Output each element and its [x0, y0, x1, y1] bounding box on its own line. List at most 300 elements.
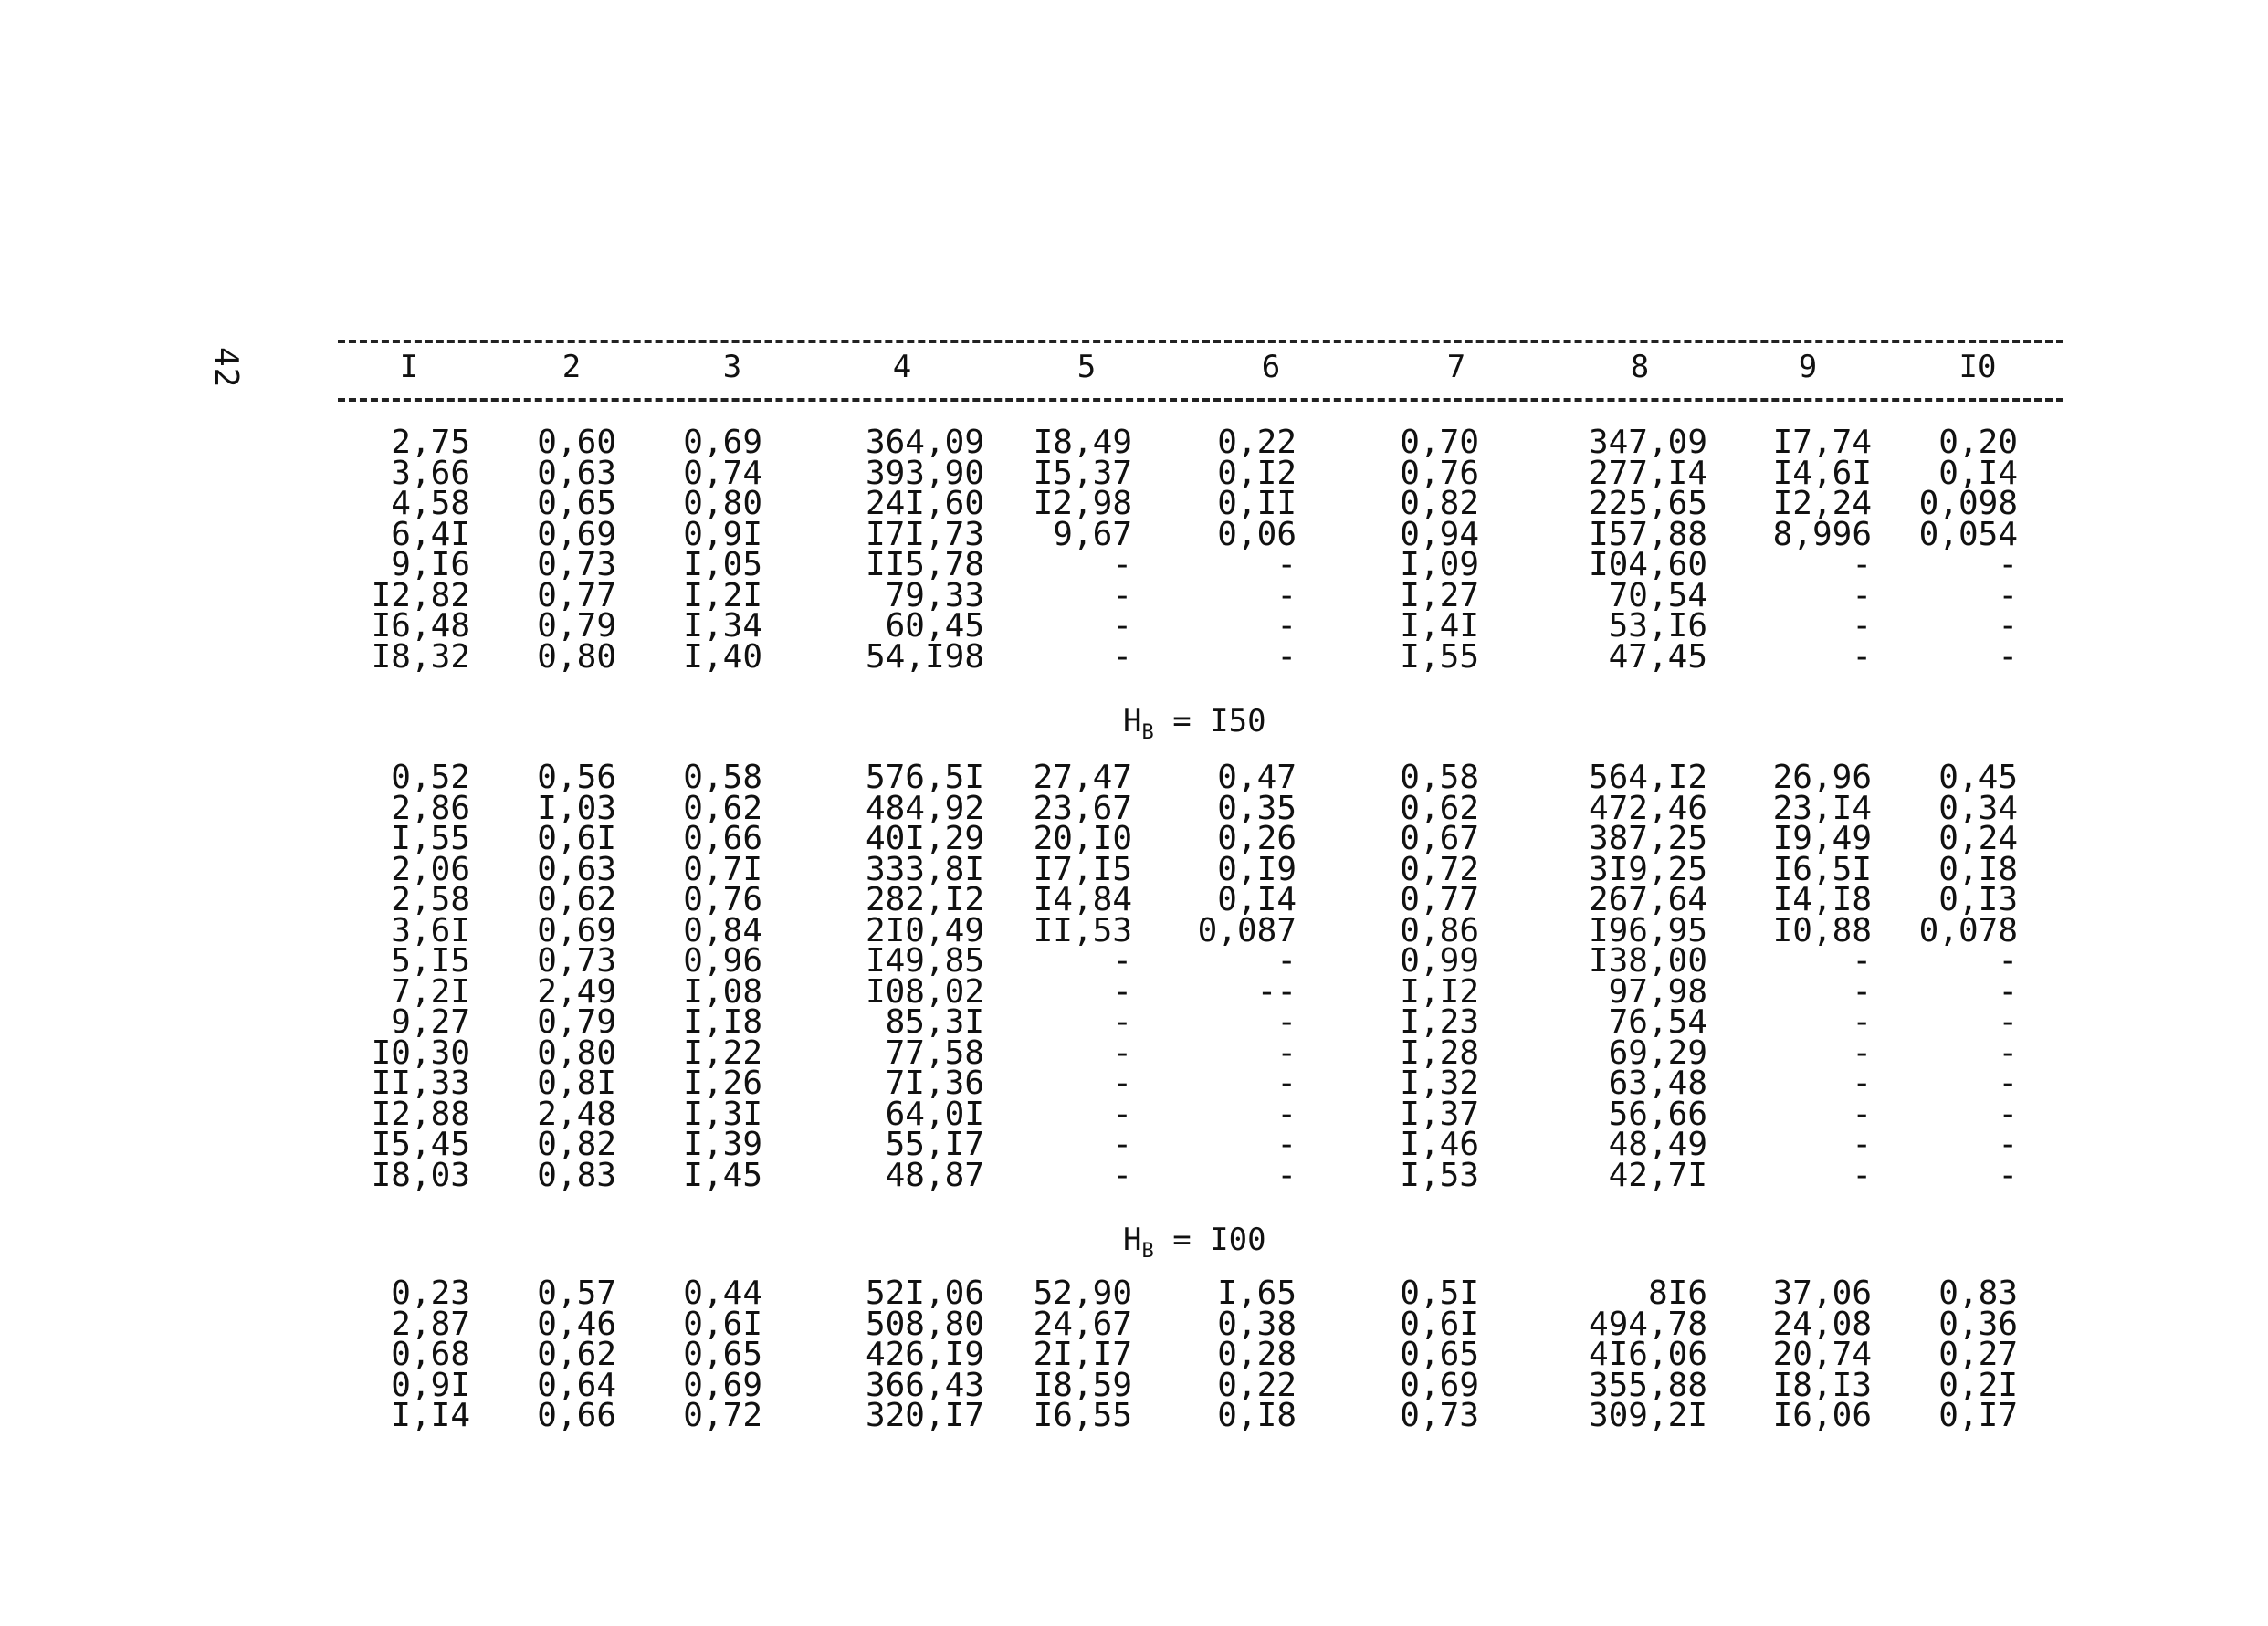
table-cell: 0,26 — [1217, 820, 1297, 857]
table-cell: - — [1112, 607, 1132, 645]
table-cell: 0,2I — [1938, 1366, 2018, 1404]
table-cell: I,I4 — [391, 1397, 470, 1434]
table-cell: I5,37 — [1033, 454, 1132, 492]
table-cell: 364,09 — [865, 424, 984, 461]
data-column — [537, 759, 616, 1194]
table-cell: 0,69 — [537, 911, 616, 949]
table-cell: - — [1998, 1095, 2018, 1133]
data-column — [1938, 1275, 2018, 1434]
table-cell: 2,87 — [391, 1305, 470, 1343]
table-cell: I,3I — [683, 1095, 762, 1133]
table-cell: 0,76 — [1400, 454, 1479, 492]
table-cell: 0,I4 — [1938, 454, 2018, 492]
table-cell: I57,88 — [1588, 515, 1707, 553]
table-cell: 40I,29 — [865, 820, 984, 857]
table-cell: 2,48 — [537, 1095, 616, 1133]
table-cell: 320,I7 — [865, 1397, 984, 1434]
table-cell: - — [1852, 1003, 1872, 1041]
table-cell: 0,80 — [683, 485, 762, 522]
page-number: 42 — [207, 347, 245, 389]
table-cell: 23,I4 — [1772, 789, 1872, 827]
table-cell: I8,03 — [371, 1156, 470, 1194]
table-cell: - — [1852, 546, 1872, 583]
data-column — [1197, 759, 1297, 1194]
table-cell: 282,I2 — [865, 881, 984, 918]
table-cell: I7,I5 — [1033, 850, 1132, 888]
table-cell: 0,52 — [391, 759, 470, 796]
table-cell: - — [1998, 1126, 2018, 1163]
table-cell: 0,24 — [1938, 820, 2018, 857]
table-cell: 69,29 — [1608, 1033, 1707, 1072]
table-cell: - — [1112, 1156, 1132, 1194]
table-cell: I,40 — [683, 637, 762, 676]
column-header: 4 — [892, 349, 912, 385]
data-column — [1033, 759, 1132, 1194]
table-cell: I,09 — [1400, 546, 1479, 583]
table-cell: 0,72 — [1400, 850, 1479, 888]
table-cell: I,55 — [1400, 637, 1479, 676]
table-cell: I6,5I — [1772, 850, 1872, 888]
table-cell: 54,I98 — [865, 637, 984, 676]
table-cell: I,32 — [1400, 1065, 1479, 1102]
table-cell: - — [1852, 1156, 1872, 1194]
table-cell: 576,5I — [865, 759, 984, 796]
table-cell: 0,56 — [537, 759, 616, 796]
table-cell: 393,90 — [865, 454, 984, 492]
table-cell: 0,60 — [537, 424, 616, 461]
data-column — [371, 759, 470, 1194]
table-cell: I6,55 — [1033, 1397, 1132, 1434]
table-cell: 0,I9 — [1217, 850, 1297, 888]
table-cell: I,23 — [1400, 1003, 1479, 1041]
table-cell: 0,7I — [683, 850, 762, 888]
table-cell: - — [1852, 1095, 1872, 1133]
table-cell: I96,95 — [1588, 911, 1707, 949]
table-cell: 426,I9 — [865, 1336, 984, 1373]
table-cell: 0,23 — [391, 1275, 470, 1312]
table-cell: 9,I6 — [391, 546, 470, 583]
table-cell: 0,65 — [683, 1336, 762, 1373]
table-cell: 0,36 — [1938, 1305, 2018, 1343]
table-cell: 3,66 — [391, 454, 470, 492]
table-cell: - — [1276, 576, 1297, 614]
table-cell: I8,32 — [371, 637, 470, 676]
column-header: 6 — [1261, 349, 1281, 385]
table-cell: 309,2I — [1588, 1397, 1707, 1434]
table-cell: I,4I — [1400, 607, 1479, 645]
table-cell: 64,0I — [885, 1095, 984, 1133]
table-cell: 79,33 — [885, 576, 984, 614]
table-cell: 9,67 — [1053, 515, 1132, 553]
table-cell: I7,74 — [1772, 424, 1872, 461]
table-cell: 0,35 — [1217, 789, 1297, 827]
table-cell: I0,30 — [371, 1033, 470, 1072]
data-column — [1772, 1275, 1872, 1434]
table-cell: 0,82 — [537, 1126, 616, 1163]
table-cell: 0,46 — [537, 1305, 616, 1343]
table-cell: I6,06 — [1772, 1397, 1872, 1434]
table-cell: - — [1276, 942, 1297, 980]
table-cell: - — [1998, 942, 2018, 980]
data-column — [1400, 424, 1479, 676]
table-cell: I8,59 — [1033, 1366, 1132, 1404]
table-cell: - — [1998, 637, 2018, 676]
table-cell: I8,49 — [1033, 424, 1132, 461]
table-cell: 0,73 — [1400, 1397, 1479, 1434]
table-cell: 52I,06 — [865, 1275, 984, 1312]
table-cell: I2,98 — [1033, 485, 1132, 522]
table-cell: 0,79 — [537, 607, 616, 645]
column-header: 8 — [1630, 349, 1650, 385]
table-cell: 24,67 — [1033, 1305, 1132, 1343]
table-cell: 8I6 — [1647, 1275, 1707, 1312]
table-cell: 0,82 — [1400, 485, 1479, 522]
table-cell: - — [1112, 1065, 1132, 1102]
table-cell: I,03 — [537, 789, 616, 827]
table-cell: 2,06 — [391, 850, 470, 888]
table-cell: 387,25 — [1588, 820, 1707, 857]
table-cell: I,65 — [1217, 1275, 1297, 1312]
table-cell: 6,4I — [391, 515, 470, 553]
table-cell: 0,054 — [1918, 515, 2018, 553]
table-cell: I2,88 — [371, 1095, 470, 1133]
table-top-rule — [338, 340, 2063, 343]
table-cell: 347,09 — [1588, 424, 1707, 461]
table-cell: 0,77 — [1400, 881, 1479, 918]
table-cell: - — [1276, 607, 1297, 645]
data-column — [1772, 424, 1872, 676]
table-cell: I,34 — [683, 607, 762, 645]
table-cell: 277,I4 — [1588, 454, 1707, 492]
table-cell: 0,I8 — [1938, 850, 2018, 888]
table-cell: 0,66 — [683, 820, 762, 857]
table-cell: 0,58 — [683, 759, 762, 796]
table-cell: I2,82 — [371, 576, 470, 614]
data-column — [537, 1275, 616, 1434]
table-cell: 0,63 — [537, 850, 616, 888]
table-cell: I,22 — [683, 1033, 762, 1072]
column-header: 9 — [1798, 349, 1818, 385]
column-header: I0 — [1958, 349, 1997, 385]
table-cell: - — [1276, 637, 1297, 676]
data-column — [865, 759, 984, 1194]
table-cell: 0,86 — [1400, 911, 1479, 949]
table-cell: 0,62 — [537, 881, 616, 918]
table-cell: 0,67 — [1400, 820, 1479, 857]
table-cell: I,39 — [683, 1126, 762, 1163]
table-cell: - — [1852, 1065, 1872, 1102]
table-cell: 0,63 — [537, 454, 616, 492]
table-cell: 0,6I — [537, 820, 616, 857]
column-header: 3 — [722, 349, 742, 385]
table-cell: 0,087 — [1197, 911, 1297, 949]
table-cell: 484,92 — [865, 789, 984, 827]
table-cell: 0,078 — [1918, 911, 2018, 949]
table-cell: 225,65 — [1588, 485, 1707, 522]
table-cell: 366,43 — [865, 1366, 984, 1404]
section-heading-hb-150: $H_B = I50$ — [1123, 703, 1266, 744]
table-cell: - — [1112, 972, 1132, 1011]
data-column — [683, 1275, 762, 1434]
table-cell: 53,I6 — [1608, 607, 1707, 645]
table-cell: - — [1998, 972, 2018, 1011]
table-cell: 52,90 — [1033, 1275, 1132, 1312]
table-cell: 0,69 — [537, 515, 616, 553]
table-cell: - — [1998, 576, 2018, 614]
table-cell: - — [1112, 1126, 1132, 1163]
table-cell: I4,6I — [1772, 454, 1872, 492]
table-cell: - — [1276, 546, 1297, 583]
table-cell: I,46 — [1400, 1126, 1479, 1163]
column-header: I — [399, 349, 419, 385]
data-column — [683, 759, 762, 1194]
table-cell: 494,78 — [1588, 1305, 1707, 1343]
table-cell: I,55 — [391, 820, 470, 857]
table-cell: 0,72 — [683, 1397, 762, 1434]
table-cell: 0,62 — [537, 1336, 616, 1373]
data-column — [1033, 1275, 1132, 1434]
table-cell: 0,22 — [1217, 424, 1297, 461]
table-cell: 0,64 — [537, 1366, 616, 1404]
table-cell: I,26 — [683, 1065, 762, 1102]
table-cell: 0,I4 — [1217, 881, 1297, 918]
table-cell: - — [1852, 607, 1872, 645]
table-cell: - — [1852, 942, 1872, 980]
data-column — [371, 424, 470, 676]
table-cell: I04,60 — [1588, 546, 1707, 583]
table-cell: - — [1852, 1126, 1872, 1163]
table-cell: I5,45 — [371, 1126, 470, 1163]
table-cell: 2,86 — [391, 789, 470, 827]
table-cell: - — [1998, 1065, 2018, 1102]
table-cell: 0,62 — [683, 789, 762, 827]
table-cell: 0,6I — [683, 1305, 762, 1343]
data-column — [1772, 759, 1872, 1194]
table-cell: I,I2 — [1400, 972, 1479, 1011]
table-cell: 0,65 — [1400, 1336, 1479, 1373]
table-cell: 564,I2 — [1588, 759, 1707, 796]
table-cell: - — [1112, 576, 1132, 614]
table-cell: 27,47 — [1033, 759, 1132, 796]
table-cell: 24I,60 — [865, 485, 984, 522]
table-cell: 0,74 — [683, 454, 762, 492]
table-cell: 0,66 — [537, 1397, 616, 1434]
table-cell: - — [1852, 1033, 1872, 1072]
table-cell: - — [1276, 1156, 1297, 1194]
table-cell: 0,9I — [391, 1366, 470, 1404]
table-cell: 472,46 — [1588, 789, 1707, 827]
table-cell: - — [1112, 546, 1132, 583]
table-cell: 0,5I — [1400, 1275, 1479, 1312]
table-cell: I,28 — [1400, 1033, 1479, 1072]
data-column — [865, 1275, 984, 1434]
table-cell: I38,00 — [1588, 942, 1707, 980]
table-cell: - — [1276, 1003, 1297, 1041]
table-cell: 355,88 — [1588, 1366, 1707, 1404]
data-column — [1588, 759, 1707, 1194]
table-cell: - — [1276, 1126, 1297, 1163]
data-column — [1217, 424, 1297, 676]
table-cell: 0,62 — [1400, 789, 1479, 827]
data-column — [391, 1275, 470, 1434]
table-cell: I7I,73 — [865, 515, 984, 553]
table-cell: 37,06 — [1772, 1275, 1872, 1312]
table-cell: 56,66 — [1608, 1095, 1707, 1133]
table-cell: I0,88 — [1772, 911, 1872, 949]
table-cell: - — [1112, 1003, 1132, 1041]
table-cell: - — [1998, 546, 2018, 583]
table-cell: 0,I3 — [1938, 881, 2018, 918]
table-cell: 0,47 — [1217, 759, 1297, 796]
table-cell: 0,9I — [683, 515, 762, 553]
table-cell: 0,84 — [683, 911, 762, 949]
table-cell: 3I9,25 — [1588, 850, 1707, 888]
table-cell: I,08 — [683, 972, 762, 1011]
table-cell: - — [1998, 1003, 2018, 1041]
table-cell: 60,45 — [885, 607, 984, 645]
column-header: 5 — [1076, 349, 1097, 385]
table-cell: - — [1852, 972, 1872, 1011]
table-cell: I,53 — [1400, 1156, 1479, 1194]
table-cell: 0,I2 — [1217, 454, 1297, 492]
table-cell: I08,02 — [865, 972, 984, 1011]
table-cell: 0,70 — [1400, 424, 1479, 461]
table-cell: 8,996 — [1772, 515, 1872, 553]
table-cell: - — [1112, 1033, 1132, 1072]
table-cell: 0,58 — [1400, 759, 1479, 796]
column-header: 7 — [1446, 349, 1466, 385]
table-cell: I4,I8 — [1772, 881, 1872, 918]
table-cell: 0,77 — [537, 576, 616, 614]
table-cell: - — [1998, 607, 2018, 645]
table-cell: 7I,36 — [885, 1065, 984, 1102]
table-cell: II,53 — [1033, 911, 1132, 949]
table-cell: 0,44 — [683, 1275, 762, 1312]
table-cell: 26,96 — [1772, 759, 1872, 796]
table-cell: I,2I — [683, 576, 762, 614]
table-cell: - — [1276, 1065, 1297, 1102]
data-column — [1217, 1275, 1297, 1434]
table-cell: 0,83 — [1938, 1275, 2018, 1312]
table-cell: 0,80 — [537, 1033, 616, 1072]
table-cell: I,27 — [1400, 576, 1479, 614]
table-cell: 7,2I — [391, 972, 470, 1011]
column-header-row — [0, 349, 2268, 394]
table-cell: - — [1852, 637, 1872, 676]
data-column — [1033, 424, 1132, 676]
table-cell: 0,99 — [1400, 942, 1479, 980]
data-column — [1400, 1275, 1479, 1434]
table-cell: 0,28 — [1217, 1336, 1297, 1373]
table-cell: - — [1998, 1156, 2018, 1194]
table-cell: 76,54 — [1608, 1003, 1707, 1041]
table-cell: 267,64 — [1588, 881, 1707, 918]
table-cell: 2I,I7 — [1033, 1336, 1132, 1373]
table-cell: 0,8I — [537, 1065, 616, 1102]
table-cell: 0,69 — [683, 1366, 762, 1404]
table-cell: 4,58 — [391, 485, 470, 522]
table-cell: I,I8 — [683, 1003, 762, 1041]
table-cell: 2,58 — [391, 881, 470, 918]
table-cell: 0,57 — [537, 1275, 616, 1312]
table-cell: 47,45 — [1608, 637, 1707, 676]
table-cell: I,37 — [1400, 1095, 1479, 1133]
table-cell: - — [1112, 637, 1132, 676]
table-cell: I2,24 — [1772, 485, 1872, 522]
table-cell: 0,96 — [683, 942, 762, 980]
column-header: 2 — [562, 349, 582, 385]
table-cell: 0,45 — [1938, 759, 2018, 796]
table-cell: 63,48 — [1608, 1065, 1707, 1102]
table-cell: I,05 — [683, 546, 762, 583]
table-cell: - — [1852, 576, 1872, 614]
table-cell: 23,67 — [1033, 789, 1132, 827]
table-cell: 0,38 — [1217, 1305, 1297, 1343]
table-cell: 4I6,06 — [1588, 1336, 1707, 1373]
table-cell: - — [1998, 1033, 2018, 1072]
table-cell: 5,I5 — [391, 942, 470, 980]
data-column — [865, 424, 984, 676]
table-cell: 2I0,49 — [865, 911, 984, 949]
table-cell: -- — [1256, 972, 1297, 1011]
table-cell: 42,7I — [1608, 1156, 1707, 1194]
table-cell: 2,75 — [391, 424, 470, 461]
table-cell: 24,08 — [1772, 1305, 1872, 1343]
table-cell: 55,I7 — [885, 1126, 984, 1163]
table-cell: 508,80 — [865, 1305, 984, 1343]
table-cell: 0,I7 — [1938, 1397, 2018, 1434]
table-cell: I4,84 — [1033, 881, 1132, 918]
table-cell: 0,69 — [683, 424, 762, 461]
table-cell: 0,69 — [1400, 1366, 1479, 1404]
table-cell: 0,6I — [1400, 1305, 1479, 1343]
table-cell: 3,6I — [391, 911, 470, 949]
table-cell: - — [1112, 942, 1132, 980]
table-cell: - — [1276, 1095, 1297, 1133]
section-heading-hb-100: $H_B = I00$ — [1123, 1222, 1266, 1263]
table-cell: 0,94 — [1400, 515, 1479, 553]
table-cell: - — [1276, 1033, 1297, 1072]
table-cell: 0,II — [1217, 485, 1297, 522]
table-cell: 0,65 — [537, 485, 616, 522]
data-column — [1588, 1275, 1707, 1434]
table-cell: 0,27 — [1938, 1336, 2018, 1373]
table-cell: 20,74 — [1772, 1336, 1872, 1373]
table-cell: 2,49 — [537, 972, 616, 1011]
table-cell: 0,20 — [1938, 424, 2018, 461]
data-column — [1400, 759, 1479, 1194]
table-cell: 0,83 — [537, 1156, 616, 1194]
table-cell: II,33 — [371, 1065, 470, 1102]
table-cell: I9,49 — [1772, 820, 1872, 857]
table-cell: 333,8I — [865, 850, 984, 888]
table-cell: 0,73 — [537, 942, 616, 980]
table-cell: 0,80 — [537, 637, 616, 676]
table-cell: 0,34 — [1938, 789, 2018, 827]
table-header-rule — [338, 398, 2063, 402]
table-cell: 48,87 — [885, 1156, 984, 1194]
table-cell: 97,98 — [1608, 972, 1707, 1011]
table-cell: 0,I8 — [1217, 1397, 1297, 1434]
table-cell: 85,3I — [885, 1003, 984, 1041]
table-cell: 48,49 — [1608, 1126, 1707, 1163]
data-column — [1588, 424, 1707, 676]
table-cell: 20,I0 — [1033, 820, 1132, 857]
table-cell: 0,098 — [1918, 485, 2018, 522]
table-cell: II5,78 — [865, 546, 984, 583]
table-cell: 0,76 — [683, 881, 762, 918]
data-column — [537, 424, 616, 676]
